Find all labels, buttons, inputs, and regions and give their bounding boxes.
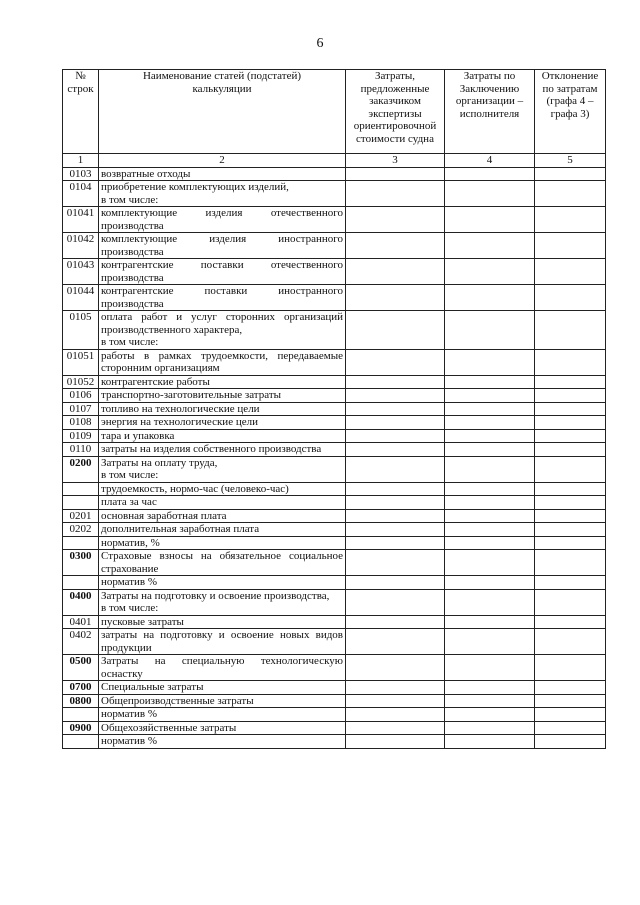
page-number: 6 <box>316 36 324 51</box>
row-name: норматив, % <box>99 536 346 550</box>
row-name: Общехозяйственные затраты <box>99 721 346 735</box>
column-number: 3 <box>346 154 445 168</box>
empty-value-cell <box>445 482 535 496</box>
table-row <box>63 285 606 311</box>
table-row <box>63 207 606 233</box>
empty-value-cell <box>445 550 535 576</box>
row-name: комплектующие изделия отечественного производства <box>99 207 346 233</box>
row-name: норматив % <box>99 576 346 590</box>
row-code: 01052 <box>63 375 99 389</box>
table-row <box>63 167 606 181</box>
row-code: 0500 <box>63 655 99 681</box>
row-name: работы в рамках трудоемкости, передаваемые сторонним организациям <box>99 349 346 375</box>
table-row <box>63 496 606 510</box>
row-code: 0109 <box>63 429 99 443</box>
empty-value-cell <box>346 389 445 403</box>
row-code <box>63 576 99 590</box>
empty-value-cell <box>535 429 606 443</box>
row-name: основная заработная плата <box>99 509 346 523</box>
table-row <box>63 482 606 496</box>
row-code: 01051 <box>63 349 99 375</box>
empty-value-cell <box>535 233 606 259</box>
empty-value-cell <box>346 416 445 430</box>
empty-value-cell <box>346 694 445 708</box>
empty-value-cell <box>346 708 445 722</box>
row-name: Затраты на подготовку и освоение производства, в том числе: <box>99 589 346 615</box>
empty-value-cell <box>535 402 606 416</box>
empty-value-cell <box>445 402 535 416</box>
row-code: 0105 <box>63 311 99 350</box>
column-number: 1 <box>63 154 99 168</box>
table-row <box>63 615 606 629</box>
row-name: Общепроизводственные затраты <box>99 694 346 708</box>
column-numbers-row <box>63 154 606 168</box>
empty-value-cell <box>535 207 606 233</box>
empty-value-cell <box>445 167 535 181</box>
row-code <box>63 708 99 722</box>
table-row <box>63 576 606 590</box>
empty-value-cell <box>445 349 535 375</box>
empty-value-cell <box>346 311 445 350</box>
empty-value-cell <box>535 721 606 735</box>
row-code <box>63 482 99 496</box>
empty-value-cell <box>535 550 606 576</box>
empty-value-cell <box>346 456 445 482</box>
empty-value-cell <box>535 482 606 496</box>
row-name: пусковые затраты <box>99 615 346 629</box>
empty-value-cell <box>445 207 535 233</box>
row-name: Страховые взносы на обязательное социальное страхование <box>99 550 346 576</box>
empty-value-cell <box>346 721 445 735</box>
empty-value-cell <box>445 708 535 722</box>
row-name: транспортно-заготовительные затраты <box>99 389 346 403</box>
empty-value-cell <box>346 181 445 207</box>
empty-value-cell <box>445 735 535 749</box>
row-code: 0401 <box>63 615 99 629</box>
row-name: тара и упаковка <box>99 429 346 443</box>
table-row <box>63 550 606 576</box>
empty-value-cell <box>445 509 535 523</box>
row-name: приобретение комплектующих изделий, в том числе: <box>99 181 346 207</box>
row-code <box>63 496 99 510</box>
empty-value-cell <box>346 496 445 510</box>
header-executor-costs: Затраты по Заключению организации – исполнителя <box>445 70 535 154</box>
row-code: 0200 <box>63 456 99 482</box>
table-row <box>63 233 606 259</box>
empty-value-cell <box>445 615 535 629</box>
empty-value-cell <box>346 233 445 259</box>
empty-value-cell <box>346 259 445 285</box>
empty-value-cell <box>346 482 445 496</box>
empty-value-cell <box>535 735 606 749</box>
row-code: 0103 <box>63 167 99 181</box>
empty-value-cell <box>445 429 535 443</box>
header-row-number: № строк <box>63 70 99 154</box>
empty-value-cell <box>346 550 445 576</box>
empty-value-cell <box>535 389 606 403</box>
table-row <box>63 629 606 655</box>
row-code: 01043 <box>63 259 99 285</box>
table-body <box>63 167 606 748</box>
table-row <box>63 402 606 416</box>
empty-value-cell <box>445 443 535 457</box>
table-row <box>63 416 606 430</box>
row-code: 0201 <box>63 509 99 523</box>
row-code: 0108 <box>63 416 99 430</box>
table-row <box>63 456 606 482</box>
header-item-name: Наименование статей (подстатей) калькуляции <box>99 70 346 154</box>
row-name: дополнительная заработная плата <box>99 523 346 537</box>
row-code: 0107 <box>63 402 99 416</box>
row-name: Специальные затраты <box>99 681 346 695</box>
empty-value-cell <box>346 735 445 749</box>
empty-value-cell <box>346 681 445 695</box>
row-code: 0300 <box>63 550 99 576</box>
row-code: 0202 <box>63 523 99 537</box>
table-row <box>63 259 606 285</box>
row-code: 0900 <box>63 721 99 735</box>
empty-value-cell <box>535 655 606 681</box>
column-number: 4 <box>445 154 535 168</box>
row-name: плата за час <box>99 496 346 510</box>
row-name: трудоемкость, нормо-час (человеко-час) <box>99 482 346 496</box>
empty-value-cell <box>535 416 606 430</box>
row-name: контрагентские поставки отечественного производства <box>99 259 346 285</box>
empty-value-cell <box>535 576 606 590</box>
table-row <box>63 429 606 443</box>
empty-value-cell <box>535 181 606 207</box>
table-row <box>63 443 606 457</box>
empty-value-cell <box>445 285 535 311</box>
row-name: оплата работ и услуг сторонних организаций производственного характера, в том числе: <box>99 311 346 350</box>
empty-value-cell <box>535 167 606 181</box>
row-name: возвратные отходы <box>99 167 346 181</box>
empty-value-cell <box>445 655 535 681</box>
empty-value-cell <box>445 233 535 259</box>
empty-value-cell <box>346 523 445 537</box>
table-row <box>63 181 606 207</box>
row-code: 0110 <box>63 443 99 457</box>
row-name: затраты на подготовку и освоение новых видов продукции <box>99 629 346 655</box>
empty-value-cell <box>346 402 445 416</box>
table-row <box>63 681 606 695</box>
empty-value-cell <box>445 389 535 403</box>
cost-calculation-table <box>62 69 606 749</box>
row-name: энергия на технологические цели <box>99 416 346 430</box>
empty-value-cell <box>535 681 606 695</box>
row-name: контрагентские работы <box>99 375 346 389</box>
column-number: 2 <box>99 154 346 168</box>
empty-value-cell <box>445 681 535 695</box>
empty-value-cell <box>346 443 445 457</box>
row-code: 0104 <box>63 181 99 207</box>
empty-value-cell <box>445 536 535 550</box>
empty-value-cell <box>346 285 445 311</box>
row-code: 0106 <box>63 389 99 403</box>
table-row <box>63 735 606 749</box>
row-code: 01041 <box>63 207 99 233</box>
row-name: затраты на изделия собственного производства <box>99 443 346 457</box>
row-code <box>63 735 99 749</box>
table-row <box>63 523 606 537</box>
empty-value-cell <box>346 375 445 389</box>
empty-value-cell <box>535 629 606 655</box>
empty-value-cell <box>445 589 535 615</box>
empty-value-cell <box>445 694 535 708</box>
empty-value-cell <box>346 536 445 550</box>
empty-value-cell <box>445 181 535 207</box>
empty-value-cell <box>445 496 535 510</box>
empty-value-cell <box>535 523 606 537</box>
table-row <box>63 536 606 550</box>
empty-value-cell <box>535 285 606 311</box>
empty-value-cell <box>346 589 445 615</box>
row-name: Затраты на специальную технологическую оснастку <box>99 655 346 681</box>
header-deviation: Отклонение по затратам (графа 4 – графа 3) <box>535 70 606 154</box>
table-row <box>63 589 606 615</box>
empty-value-cell <box>535 456 606 482</box>
empty-value-cell <box>535 589 606 615</box>
row-code: 0700 <box>63 681 99 695</box>
empty-value-cell <box>445 523 535 537</box>
table-row <box>63 311 606 350</box>
empty-value-cell <box>535 509 606 523</box>
row-code: 0402 <box>63 629 99 655</box>
row-name: норматив % <box>99 708 346 722</box>
empty-value-cell <box>445 311 535 350</box>
empty-value-cell <box>346 207 445 233</box>
empty-value-cell <box>535 496 606 510</box>
empty-value-cell <box>535 443 606 457</box>
table-row <box>63 509 606 523</box>
table-header-row <box>63 70 606 154</box>
row-code: 0800 <box>63 694 99 708</box>
row-name: контрагентские поставки иностранного производства <box>99 285 346 311</box>
table-row <box>63 655 606 681</box>
empty-value-cell <box>346 615 445 629</box>
row-name: топливо на технологические цели <box>99 402 346 416</box>
row-name: Затраты на оплату труда, в том числе: <box>99 456 346 482</box>
empty-value-cell <box>346 629 445 655</box>
empty-value-cell <box>535 708 606 722</box>
table-row <box>63 721 606 735</box>
row-name: норматив % <box>99 735 346 749</box>
empty-value-cell <box>346 167 445 181</box>
row-code: 0400 <box>63 589 99 615</box>
table-row <box>63 375 606 389</box>
empty-value-cell <box>445 416 535 430</box>
empty-value-cell <box>535 259 606 285</box>
empty-value-cell <box>346 509 445 523</box>
empty-value-cell <box>535 349 606 375</box>
table-row <box>63 389 606 403</box>
row-code: 01044 <box>63 285 99 311</box>
empty-value-cell <box>445 629 535 655</box>
table-row <box>63 708 606 722</box>
empty-value-cell <box>535 311 606 350</box>
empty-value-cell <box>346 576 445 590</box>
row-code: 01042 <box>63 233 99 259</box>
empty-value-cell <box>535 694 606 708</box>
header-customer-costs: Затраты, предложенные заказчиком экспертизы ориентировочной стоимости судна <box>346 70 445 154</box>
row-name: комплектующие изделия иностранного производства <box>99 233 346 259</box>
empty-value-cell <box>445 721 535 735</box>
empty-value-cell <box>535 375 606 389</box>
empty-value-cell <box>346 429 445 443</box>
empty-value-cell <box>445 375 535 389</box>
empty-value-cell <box>445 576 535 590</box>
table-row <box>63 349 606 375</box>
table-row <box>63 694 606 708</box>
empty-value-cell <box>346 655 445 681</box>
empty-value-cell <box>535 536 606 550</box>
empty-value-cell <box>346 349 445 375</box>
empty-value-cell <box>445 259 535 285</box>
row-code <box>63 536 99 550</box>
column-number: 5 <box>535 154 606 168</box>
empty-value-cell <box>535 615 606 629</box>
empty-value-cell <box>445 456 535 482</box>
